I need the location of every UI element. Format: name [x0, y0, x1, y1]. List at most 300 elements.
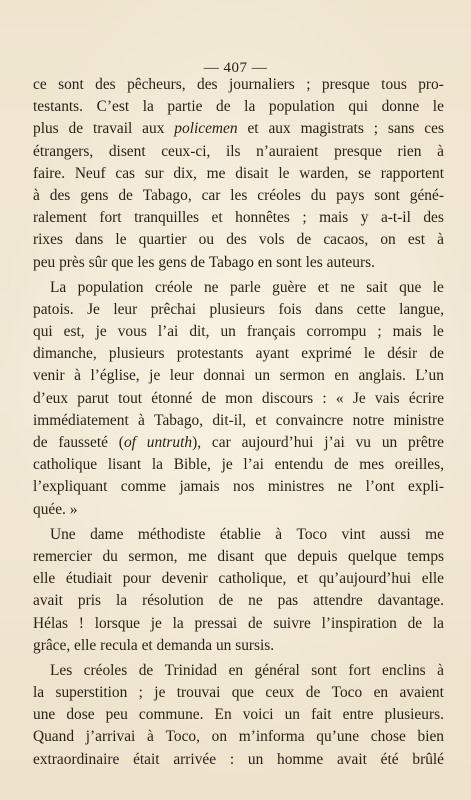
word: rien [397, 142, 422, 160]
word: lisant [107, 456, 142, 474]
text-line [33, 546, 444, 568]
word: L’un [415, 367, 444, 385]
word: je [149, 367, 161, 385]
word: sont [276, 253, 302, 271]
word: de [429, 345, 444, 363]
word: désir [387, 345, 418, 363]
word: Toco [331, 684, 363, 702]
word: ; [306, 76, 311, 93]
word: sans [387, 120, 415, 138]
word: Neuf [74, 164, 106, 182]
word: mais [319, 209, 349, 227]
word: enclins [382, 661, 426, 679]
word: Bible, [173, 456, 211, 474]
word: dans [75, 231, 104, 249]
text-line [33, 454, 444, 476]
word: car [201, 186, 221, 204]
word: pas [277, 592, 299, 610]
word: de [118, 186, 133, 204]
text-line [33, 432, 444, 454]
word: près [59, 253, 85, 271]
word: de [68, 120, 84, 138]
word: parle [229, 278, 261, 296]
word: ou [198, 231, 215, 249]
word: en [373, 684, 389, 702]
word: un [381, 434, 398, 451]
word: à [437, 142, 444, 160]
paragraph [33, 524, 444, 657]
word: partie [167, 98, 203, 116]
word: et [297, 570, 309, 588]
word: ; [377, 323, 382, 341]
word: brûlé [412, 750, 444, 768]
word: : [322, 389, 327, 407]
text-line [33, 365, 444, 387]
text-line [33, 74, 444, 96]
word: fois [278, 300, 302, 318]
word: de [296, 231, 312, 249]
word: géné- [409, 186, 444, 204]
word: Les [50, 661, 73, 679]
word: attendre [313, 592, 363, 610]
word: catholique, [218, 570, 287, 588]
word: un [254, 367, 271, 385]
word: qui [33, 323, 53, 341]
word: voici [242, 706, 274, 724]
text-line [33, 568, 444, 590]
word: en [228, 661, 244, 679]
word: pro- [418, 76, 444, 93]
word: en [257, 253, 273, 271]
word: on [211, 728, 228, 746]
word: commune. [138, 706, 204, 724]
word: étrangers, [33, 142, 94, 160]
word: remercier [33, 547, 92, 565]
word: la [172, 614, 184, 632]
word: homme [277, 750, 324, 768]
word: peu [105, 706, 128, 724]
word: catholique [33, 456, 98, 474]
word: pressai [194, 614, 238, 632]
word: nos [233, 478, 255, 496]
text-line [33, 499, 444, 521]
word: population [77, 278, 144, 296]
word: la [244, 98, 256, 116]
text-line [33, 726, 444, 748]
word: untruth), [146, 434, 202, 451]
word: vous [117, 323, 147, 341]
text-line [33, 343, 444, 365]
word: le [278, 164, 290, 182]
word: elle [421, 570, 444, 588]
word: me [206, 164, 226, 182]
word: un [215, 636, 232, 654]
word: de [407, 614, 423, 632]
word: d’eux [33, 389, 69, 407]
word: oreilles, [394, 456, 444, 474]
word: à [275, 525, 283, 543]
word: chose [370, 728, 406, 746]
word: la [151, 456, 163, 474]
word: pays [336, 186, 365, 204]
word: presque [334, 142, 382, 160]
word: Trinidad [164, 661, 218, 679]
word: anglais. [358, 367, 406, 385]
word: je [95, 323, 107, 341]
text-line [33, 96, 444, 118]
word: entre [342, 706, 374, 724]
text-line [33, 299, 444, 321]
word: ces [424, 120, 444, 138]
word: ; [302, 209, 307, 227]
word: ayant [255, 345, 289, 363]
word: disant [217, 547, 255, 565]
word: avait [33, 592, 63, 610]
word: population [268, 98, 335, 116]
word: me [188, 547, 207, 565]
word: ne [340, 278, 355, 296]
word: » [69, 500, 78, 518]
word: Je [352, 389, 366, 407]
word: C’est [96, 98, 130, 116]
word: j’ai [324, 434, 345, 451]
word: est [407, 231, 425, 249]
word: y [360, 209, 369, 227]
word: superstition [55, 684, 128, 702]
word: temps [407, 547, 444, 565]
word: ne [248, 592, 263, 610]
word: le [115, 231, 127, 249]
word: l’église, [90, 367, 140, 385]
word: à [437, 231, 444, 249]
text-line [33, 660, 444, 682]
word: policemen [174, 120, 238, 138]
word: du [102, 547, 118, 565]
word: notre [352, 411, 385, 429]
word: et [247, 120, 259, 138]
word: ce [33, 76, 47, 93]
word: davantage. [377, 592, 444, 610]
word: tous [381, 76, 407, 93]
word: n’auraient [256, 142, 319, 160]
word: Tabago [208, 253, 254, 271]
word: ceux-ci, [161, 142, 211, 160]
word: pris [77, 592, 101, 610]
word: en [334, 367, 349, 385]
word: plusieurs. [384, 706, 444, 724]
word: le [432, 323, 444, 341]
word: plus [33, 120, 59, 138]
word: général [254, 661, 300, 679]
word: de [305, 684, 321, 702]
word: lorsque [94, 614, 140, 632]
word: prêchai [150, 300, 196, 318]
word: me [425, 525, 444, 543]
word: j’arrivai [85, 728, 136, 746]
word: ralement [33, 209, 87, 227]
word: recula [100, 636, 138, 654]
word: quartier [138, 231, 187, 249]
word: Tabago, [142, 186, 192, 204]
word: trouvai [176, 684, 221, 702]
word: étonné [151, 389, 193, 407]
word: warden, [299, 164, 349, 182]
word: mes [359, 456, 385, 474]
word: on [380, 231, 396, 249]
word: résolution [142, 592, 204, 610]
word: parut [77, 389, 109, 407]
word: cette [356, 300, 386, 318]
word: jamais [179, 478, 220, 496]
word: sont [311, 661, 337, 679]
word: dix, [173, 164, 197, 182]
word: de [138, 661, 154, 679]
word: de [33, 434, 48, 451]
word: gens [80, 186, 109, 204]
word: sermon, [128, 547, 178, 565]
word: à [138, 411, 145, 429]
body-text [33, 74, 444, 771]
word: quée. [33, 500, 66, 518]
word: comme [120, 478, 167, 496]
word: ceux [265, 684, 295, 702]
word: sait [366, 278, 388, 296]
word: l’ai [157, 323, 179, 341]
word: devenir [161, 570, 208, 588]
word: fait [311, 706, 332, 724]
word: La [50, 278, 67, 296]
word: vu [355, 434, 371, 451]
text-line [33, 613, 444, 635]
word: Quand [33, 728, 75, 746]
word: elle [33, 570, 56, 588]
word: des [95, 76, 116, 93]
word: ne [337, 478, 353, 496]
word: plusieurs [209, 300, 266, 318]
text-line [33, 476, 444, 498]
text-line [33, 207, 444, 229]
word: quelque [348, 547, 397, 565]
word: la [115, 592, 128, 610]
word: testants. [33, 98, 84, 116]
word: du [310, 186, 327, 204]
word: vais [374, 389, 400, 407]
word: que [111, 253, 134, 271]
word: tranquilles [134, 209, 200, 227]
word: dame [90, 525, 124, 543]
word: je [221, 456, 233, 474]
text-line [33, 524, 444, 546]
word: un [247, 750, 264, 768]
word: m’informa [238, 728, 305, 746]
word: tout [118, 389, 143, 407]
word: étudiait [65, 570, 113, 588]
word: dans [314, 300, 344, 318]
word: donne [381, 98, 420, 116]
word: dit-il, [212, 411, 247, 429]
word: langue, [399, 300, 444, 318]
text-line [33, 321, 444, 343]
word: le [432, 98, 444, 116]
word: ; [138, 684, 143, 702]
word: cas [115, 164, 136, 182]
word: entendu [274, 456, 324, 474]
word: des [423, 209, 444, 227]
word: qu’une [316, 728, 360, 746]
page-number: — 407 — [203, 60, 268, 76]
paragraph [33, 660, 444, 771]
word: sermon [279, 367, 325, 385]
word: l’ai [243, 456, 264, 474]
word: vint [341, 525, 366, 543]
word: pour [122, 570, 151, 588]
word: une [33, 706, 56, 724]
text-line [33, 410, 444, 432]
text-line [33, 682, 444, 704]
word: fort [99, 209, 122, 227]
word: Toco, [165, 728, 200, 746]
word: « [335, 389, 344, 407]
paragraph [33, 74, 444, 274]
word: dit, [189, 323, 210, 341]
word: de [216, 98, 231, 116]
word: était [133, 750, 160, 768]
word: venir [33, 367, 65, 385]
word: Toco [296, 525, 328, 543]
word: presque [321, 76, 370, 93]
text-line [33, 590, 444, 612]
word: magistrats [300, 120, 364, 138]
word: qui [348, 98, 368, 116]
word: l’inspiration [321, 614, 397, 632]
word: extraordinaire [33, 750, 120, 768]
word: à [33, 186, 40, 204]
word: ! [78, 614, 84, 632]
word: français [246, 323, 296, 341]
word: je [154, 684, 166, 702]
word: mon [225, 389, 253, 407]
word: les [137, 253, 155, 271]
word: écrire [408, 389, 444, 407]
word: exprimé [301, 345, 352, 363]
word: sont [58, 76, 84, 93]
word: plusieurs [108, 345, 165, 363]
word: un [220, 323, 236, 341]
word: travail [92, 120, 133, 138]
word: prêtre [408, 434, 444, 451]
word: et [211, 209, 223, 227]
word: (of [118, 434, 136, 451]
word: elle [74, 636, 97, 654]
word: car [211, 434, 231, 451]
word: ils [225, 142, 241, 160]
word: créoles [257, 186, 301, 204]
text-line [33, 141, 444, 163]
word: à [74, 367, 81, 385]
word: ministres [267, 478, 325, 496]
word: des [226, 231, 247, 249]
word: de [190, 253, 205, 271]
word: été [380, 750, 399, 768]
word: faire. [33, 164, 66, 182]
word: vols [258, 231, 285, 249]
word: sûr [88, 253, 108, 271]
word: corrompu [306, 323, 367, 341]
word: sur [144, 164, 164, 182]
word: peu [33, 253, 56, 271]
word: fausseté [58, 434, 108, 451]
word: immédiatement [33, 411, 129, 429]
word: sursis. [235, 636, 275, 654]
word: depuis [297, 547, 338, 565]
text-line [33, 229, 444, 251]
word: Tabago, [154, 411, 204, 429]
word: de [218, 592, 234, 610]
word: discours [261, 389, 314, 407]
word: dimanche, [33, 345, 97, 363]
word: de [247, 614, 263, 632]
word: honnêtes [235, 209, 290, 227]
word: protestants [176, 345, 244, 363]
word: et [255, 411, 267, 429]
word: disait [235, 164, 269, 182]
word: l’ont [365, 478, 395, 496]
word: le [363, 345, 376, 363]
word: que [399, 278, 422, 296]
word: grâce, [33, 636, 71, 654]
word: à [437, 661, 444, 679]
word: expli- [408, 478, 444, 496]
word: des [49, 186, 71, 204]
word: avait [336, 750, 367, 768]
text-line [33, 749, 444, 771]
word: l’expliquant [33, 478, 108, 496]
word: En [214, 706, 232, 724]
word: auteurs. [326, 253, 375, 271]
word: qu’aujourd’hui [318, 570, 412, 588]
word: avaient [399, 684, 444, 702]
word: ne [203, 278, 219, 296]
text-line [33, 635, 444, 657]
word: de [334, 456, 349, 474]
word: leur [113, 300, 138, 318]
text-line [33, 704, 444, 726]
word: que [231, 684, 254, 702]
word: mais [392, 323, 422, 341]
text-line [33, 118, 444, 140]
word: un [284, 706, 300, 724]
word: fort [348, 661, 371, 679]
word: journaliers [228, 76, 295, 93]
word: a-t-il [380, 209, 411, 227]
word: ministre [393, 411, 444, 429]
word: que [264, 547, 287, 565]
word: dose [66, 706, 95, 724]
word: rixes [33, 231, 63, 249]
text-line [33, 163, 444, 185]
word: pêcheurs, [127, 76, 186, 93]
word: demanda [156, 636, 213, 654]
word: suivre [273, 614, 311, 632]
word: et [317, 278, 329, 296]
word: les [230, 186, 248, 204]
word: convaincre [275, 411, 344, 429]
word: créoles [83, 661, 128, 679]
text-line [33, 185, 444, 207]
word: aujourd’hui [241, 434, 314, 451]
word: arrivée [173, 750, 217, 768]
word: guère [272, 278, 307, 296]
